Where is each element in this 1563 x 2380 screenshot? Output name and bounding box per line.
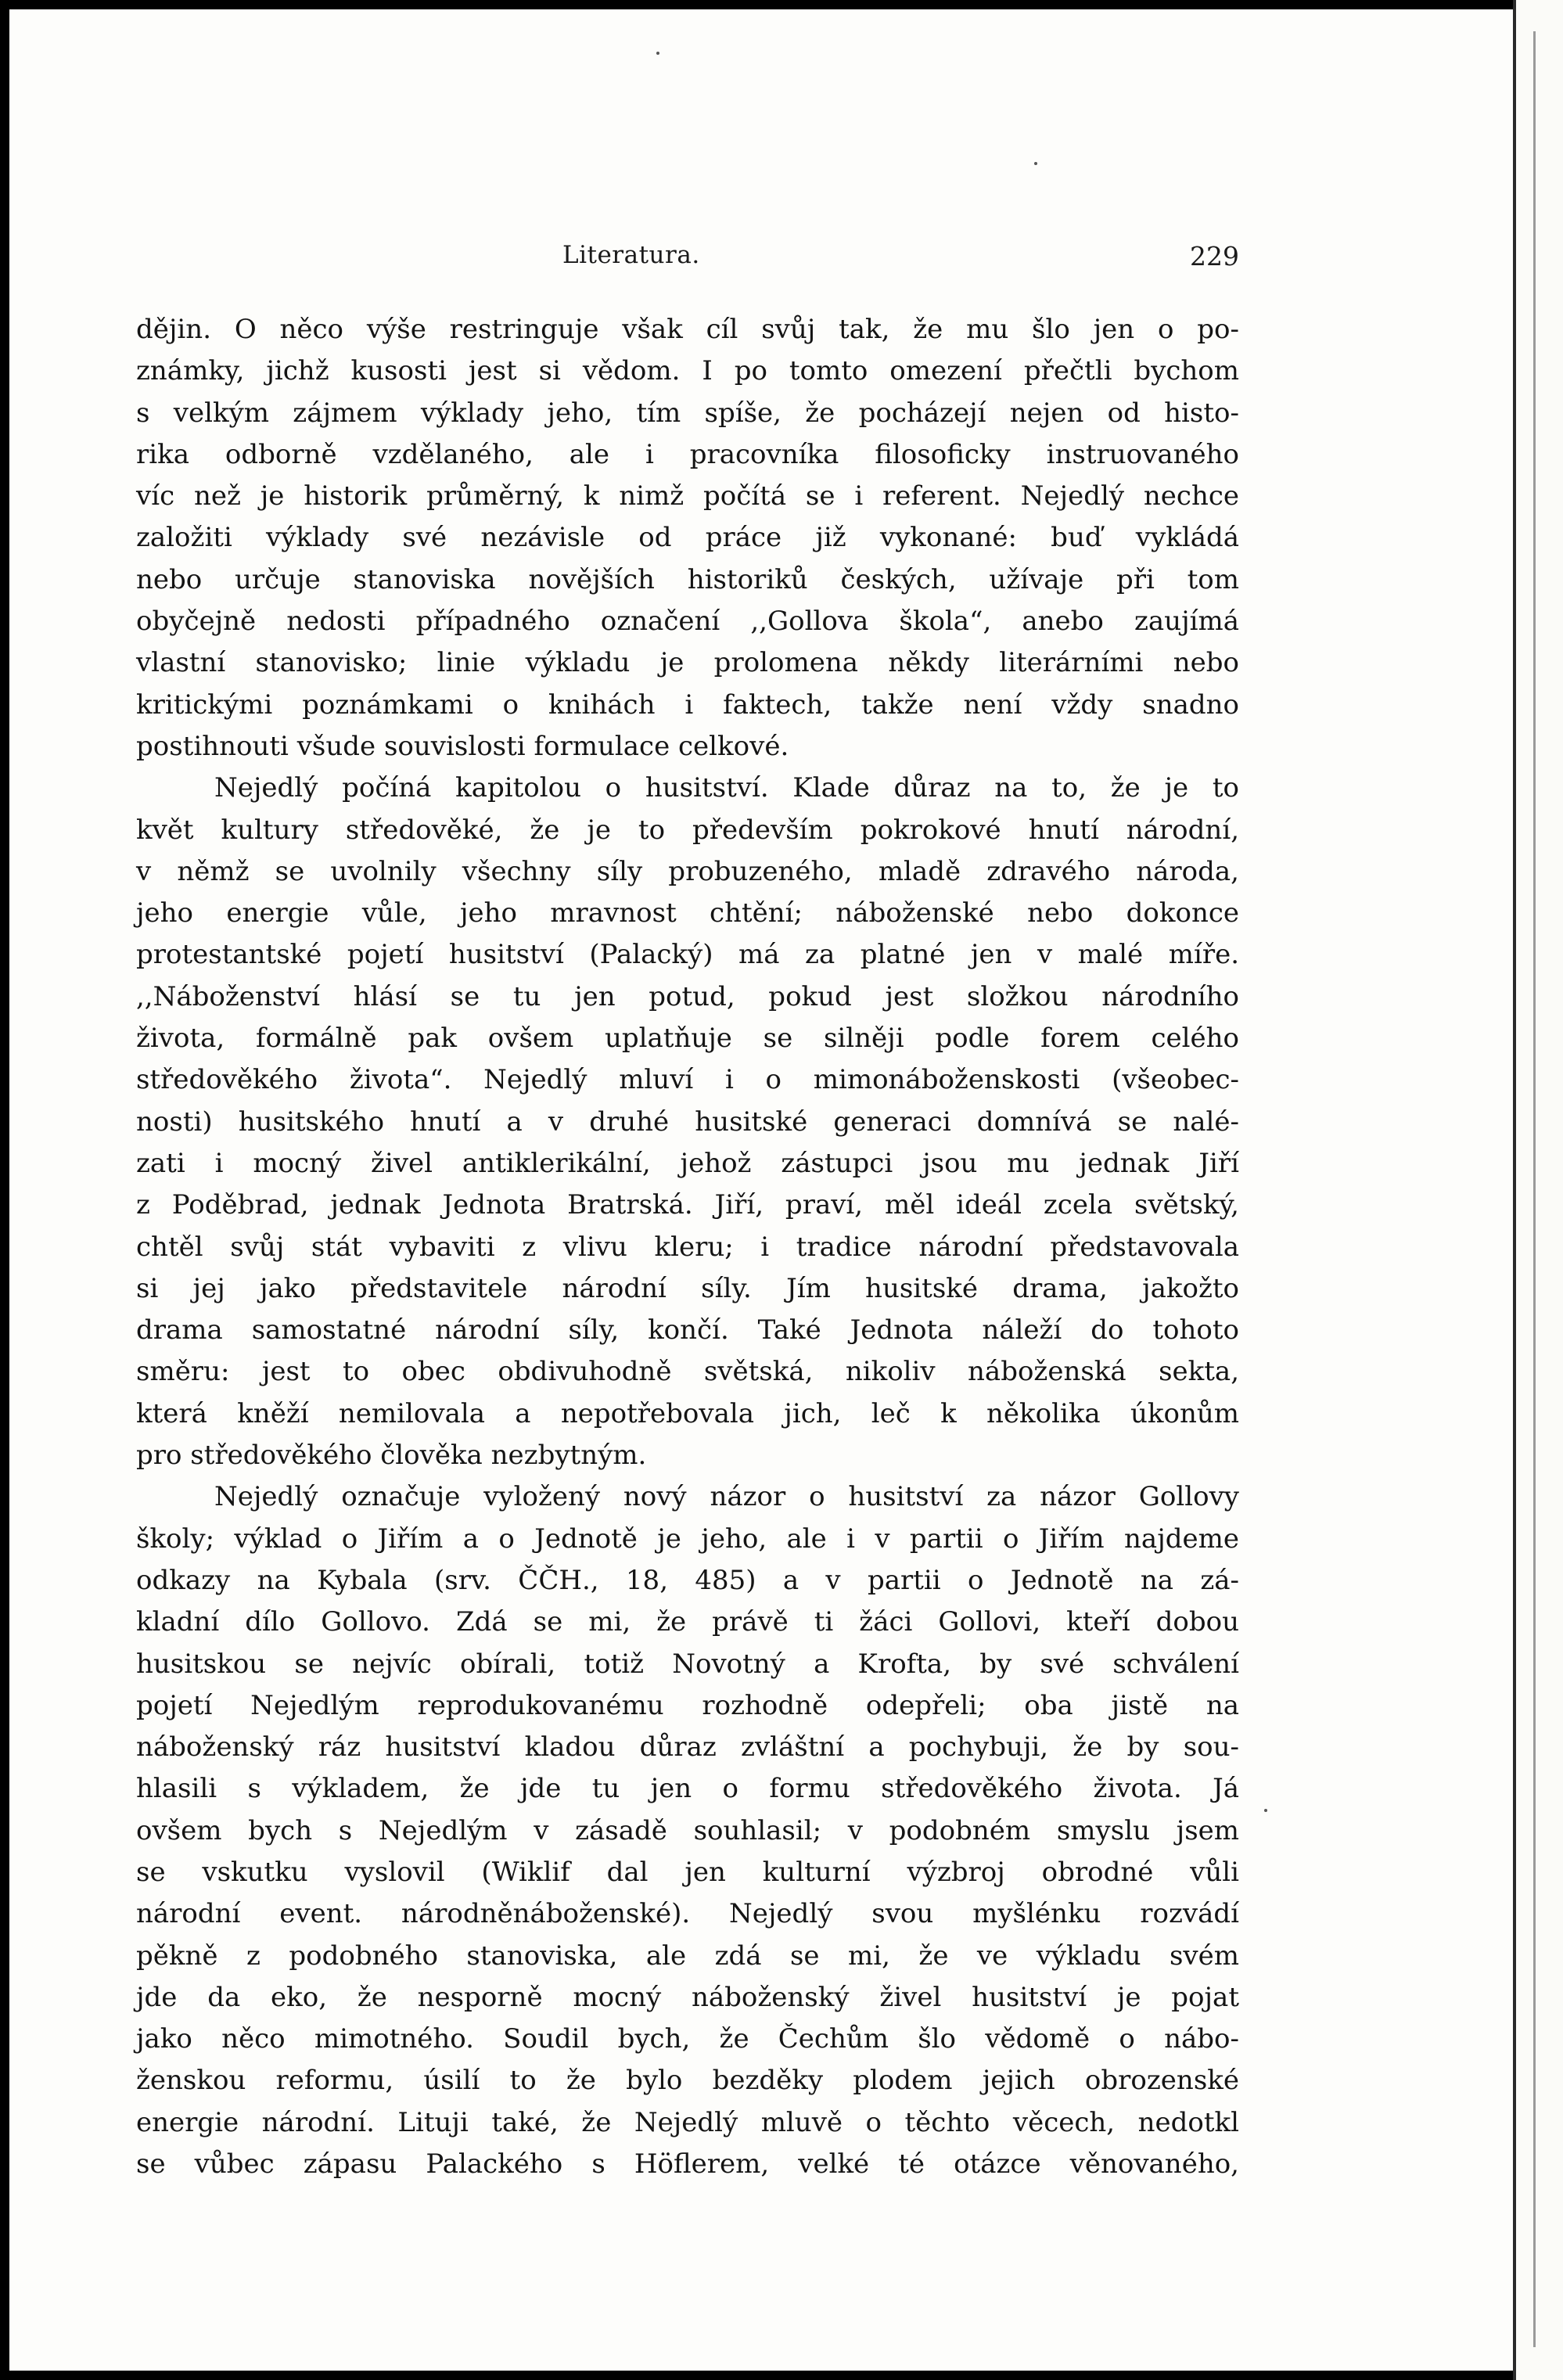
text-line: ženskou reformu, úsilí to že bylo bezděky plodem jejich obrozenské (136, 2065, 1239, 2097)
page-edge-line (1533, 31, 1536, 2347)
running-title: Literatura. (562, 241, 700, 269)
text-line: která kněží nemilovala a nepotřebovala jich, leč k několika úkonům (136, 1397, 1239, 1429)
text-line: z Poděbrad, jednak Jednota Bratrská. Jiří, praví, měl ideál zcela světský, (136, 1189, 1239, 1221)
text-line: se vůbec zápasu Palackého s Höflerem, velké té otázce věnovaného, (136, 2148, 1239, 2180)
text-line: hlasili s výkladem, že jde tu jen o formu středověkého života. Já (136, 1773, 1239, 1805)
text-line: středověkého života“. Nejedlý mluví i o mimonáboženskosti (všeobec- (136, 1064, 1239, 1096)
text-line: jeho energie vůle, jeho mravnost chtění; náboženské nebo dokonce (136, 897, 1239, 929)
text-line: jako něco mimotného. Soudil bych, že Čechům šlo vědomě o nábo- (136, 2023, 1239, 2055)
running-head (136, 241, 1239, 277)
paragraph-start-line: Nejedlý počíná kapitolou o husitství. Klade důraz na to, že je to (214, 772, 1239, 804)
text-line: v němž se uvolnily všechny síly probuzeného, mladě zdravého národa, (136, 855, 1239, 887)
text-line: zati i mocný živel antiklerikální, jehož zástupci jsou mu jednak Jiří (136, 1147, 1239, 1179)
paragraph-start-line: Nejedlý označuje vyložený nový názor o husitství za názor Gollovy (214, 1481, 1239, 1513)
text-line: jde da eko, že nesporně mocný náboženský živel husitství je pojat (136, 1981, 1239, 2013)
text-line: si jej jako představitele národní síly. Jím husitské drama, jakožto (136, 1272, 1239, 1304)
text-line: se vskutku vyslovil (Wiklif dal jen kulturní výzbroj obrodné vůli (136, 1856, 1239, 1888)
paper-speck (656, 52, 659, 55)
text-line: školy; výklad o Jiřím a o Jednotě je jeho, ale i v partii o Jiřím najdeme (136, 1523, 1239, 1555)
paragraph-end-line: postihnouti všude souvislosti formulace celkové. (136, 730, 789, 762)
text-line: založiti výklady své nezávisle od práce již vykonané: buď vykládá (136, 522, 1239, 554)
text-line: ,,Náboženství hlásí se tu jen potud, pokud jest složkou národního (136, 980, 1239, 1012)
text-line: protestantské pojetí husitství (Palacký) má za platné jen v malé míře. (136, 939, 1239, 971)
text-line: drama samostatné národní síly, končí. Také Jednota náleží do tohoto (136, 1314, 1239, 1346)
paper-speck (1264, 1809, 1267, 1812)
page-number: 229 (1190, 241, 1239, 271)
page-edge (1513, 0, 1563, 2380)
text-line: nebo určuje stanoviska novějších historiků českých, užívaje při tom (136, 563, 1239, 595)
body-text (136, 309, 1239, 2180)
text-line: s velkým zájmem výklady jeho, tím spíše, že pocházejí nejen od histo- (136, 397, 1239, 429)
text-line: dějin. O něco výše restringuje však cíl svůj tak, že mu šlo jen o po- (136, 314, 1239, 345)
text-line: života, formálně pak ovšem uplatňuje se silněji podle forem celého (136, 1023, 1239, 1055)
text-line: vlastní stanovisko; linie výkladu je prolomena někdy literárními nebo (136, 647, 1239, 679)
text-line: kladní dílo Gollovo. Zdá se mi, že právě ti žáci Gollovi, kteří dobou (136, 1606, 1239, 1638)
text-line: víc než je historik průměrný, k nimž počítá se i referent. Nejedlý nechce (136, 480, 1239, 512)
text-line: nosti) husitského hnutí a v druhé husitské generaci domnívá se nalé- (136, 1106, 1239, 1138)
text-line: chtěl svůj stát vybaviti z vlivu kleru; i tradice národní představovala (136, 1231, 1239, 1263)
text-line: náboženský ráz husitství kladou důraz zvláštní a pochybuji, že by sou- (136, 1731, 1239, 1763)
text-line: směru: jest to obec obdivuhodně světská, nikoliv náboženská sekta, (136, 1356, 1239, 1388)
text-line: známky, jichž kusosti jest si vědom. I po tomto omezení přečtli bychom (136, 355, 1239, 387)
text-line: obyčejně nedosti případného označení ,,Gollova škola“, anebo zaujímá (136, 606, 1239, 638)
text-line: květ kultury středověké, že je to především pokrokové hnutí národní, (136, 814, 1239, 846)
text-line: pojetí Nejedlým reprodukovanému rozhodně odepřeli; oba jistě na (136, 1689, 1239, 1721)
text-line: husitskou se nejvíc obírali, totiž Novotný a Krofta, by své schválení (136, 1648, 1239, 1680)
text-line: rika odborně vzdělaného, ale i pracovníka filosoficky instruovaného (136, 438, 1239, 470)
text-line: pěkně z podobného stanoviska, ale zdá se mi, že ve výkladu svém (136, 1940, 1239, 1972)
paragraph-end-line: pro středověkého člověka nezbytným. (136, 1440, 647, 1472)
paper-speck (1034, 162, 1037, 165)
text-line: energie národní. Lituji také, že Nejedlý mluvě o těchto věcech, nedotkl (136, 2106, 1239, 2138)
text-line: odkazy na Kybala (srv. ČČH., 18, 485) a v partii o Jednotě na zá- (136, 1564, 1239, 1596)
text-line: kritickými poznámkami o knihách i faktech, takže není vždy snadno (136, 688, 1239, 721)
text-line: národní event. národněnáboženské). Nejedlý svou myšlénku rozvádí (136, 1898, 1239, 1930)
text-line: ovšem bych s Nejedlým v zásadě souhlasil; v podobném smyslu jsem (136, 1814, 1239, 1846)
